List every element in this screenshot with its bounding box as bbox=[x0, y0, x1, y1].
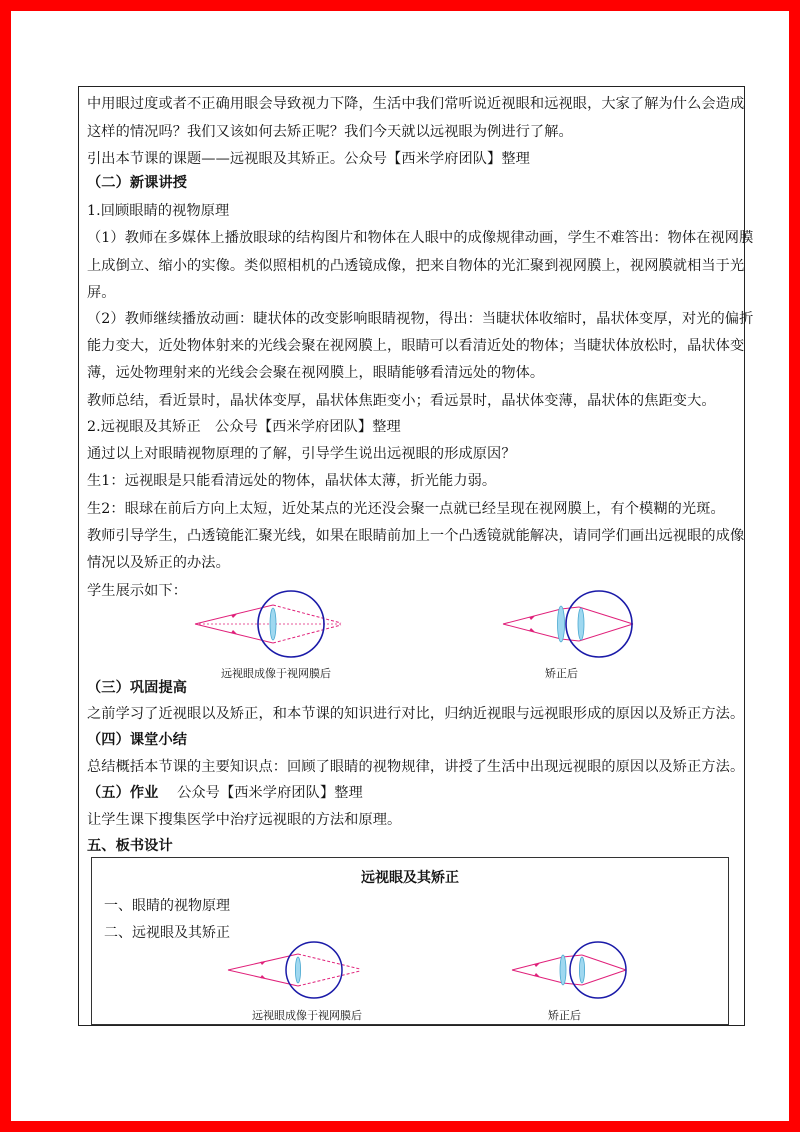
light-rays bbox=[512, 955, 626, 985]
guiding-question: 通过以上对眼睛视物原理的了解，引导学生说出远视眼的形成原因？ bbox=[87, 446, 516, 462]
board-hyperopia-diagram bbox=[224, 940, 364, 1000]
convex-lens bbox=[560, 955, 566, 985]
crystalline-lens bbox=[579, 957, 584, 983]
subsection-1-title: 1.回顾眼睛的视物原理 bbox=[87, 203, 230, 219]
section-5-heading: （五）作业 bbox=[87, 785, 159, 801]
eyeball bbox=[570, 942, 626, 998]
convex-lens bbox=[558, 606, 565, 642]
light-rays bbox=[195, 605, 341, 643]
crystalline-lens bbox=[295, 957, 300, 983]
board-title: 远视眼及其矫正 bbox=[361, 870, 459, 886]
paragraph-2-line-1: （2）教师继续播放动画：睫状体的改变影响眼睛视物，得出：当睫状体收缩时，晶状体变厚，对光的偏折 bbox=[87, 311, 754, 327]
section-3-text: 之前学习了近视眼以及矫正，和本节课的知识进行对比，归纳近视眼与远视眼形成的原因以及矫正方法。 bbox=[87, 706, 745, 722]
student-1-answer: 生1：远视眼是只能看清远处的物体，晶状体太薄，折光能力弱。 bbox=[87, 473, 497, 489]
teacher-guidance-line-1: 教师引导学生，凸透镜能汇聚光线，如果在眼睛前加上一个凸透镜就能解决，请同学们画出远视眼的成像 bbox=[87, 528, 745, 544]
section-2-heading: （二）新课讲授 bbox=[87, 175, 188, 191]
crystalline-lens bbox=[578, 608, 584, 640]
paragraph-2-line-2: 能力变大，近处物体射来的光线会聚在视网膜上，眼睛可以看清近处的物体；当睫状体放松时，晶状体变 bbox=[87, 338, 745, 354]
diagram-caption-left: 远视眼成像于视网膜后 bbox=[221, 667, 331, 680]
intro-line-2: 这样的情况吗？我们又该如何去矫正呢？我们今天就以远视眼为例进行了解。 bbox=[87, 124, 573, 140]
student-2-answer: 生2：眼球在前后方向上太短，近处某点的光还没会聚一点就已经呈现在视网膜上，有个模糊的光斑。 bbox=[87, 501, 725, 517]
diagram-caption-right: 矫正后 bbox=[545, 667, 578, 680]
board-design-box bbox=[91, 857, 729, 1025]
corrected-diagram bbox=[499, 589, 659, 659]
board-item-1: 一、眼睛的视物原理 bbox=[104, 898, 230, 914]
section-5-heading-line bbox=[87, 784, 737, 802]
teacher-summary: 教师总结，看近景时，晶状体变厚，晶状体焦距变小；看远景时，晶状体变薄，晶状体的焦距变大。 bbox=[87, 393, 716, 409]
board-design-heading: 五、板书设计 bbox=[87, 838, 173, 854]
paragraph-2-line-3: 薄，远处物理射来的光线会会聚在视网膜上，眼睛能够看清远处的物体。 bbox=[87, 365, 545, 381]
board-caption-right: 矫正后 bbox=[548, 1009, 581, 1022]
section-4-text: 总结概括本节课的主要知识点：回顾了眼睛的视物规律，讲授了生活中出现远视眼的原因以及矫正方法。 bbox=[87, 759, 745, 775]
paragraph-1-line-3: 屏。 bbox=[87, 285, 116, 301]
subsection-2-title: 2.远视眼及其矫正 公众号【西米学府团队】整理 bbox=[87, 419, 401, 435]
paragraph-1-line-1: （1）教师在多媒体上播放眼球的结构图片和物体在人眼中的成像规律动画，学生不难答出：物体在视网膜 bbox=[87, 230, 754, 246]
eyeball bbox=[286, 942, 342, 998]
section-5-note: 公众号【西米学府团队】整理 bbox=[177, 785, 363, 801]
hyperopia-diagram bbox=[191, 589, 351, 659]
board-item-2: 二、远视眼及其矫正 bbox=[104, 925, 230, 941]
intro-line-1: 中用眼过度或者不正确用眼会导致视力下降，生活中我们常听说近视眼和远视眼，大家了解为什么会造成 bbox=[87, 96, 745, 112]
board-corrected-diagram bbox=[508, 940, 648, 1000]
eyeball bbox=[566, 591, 632, 657]
paragraph-1-line-2: 上成倒立、缩小的实像。类似照相机的凸透镜成像，把来自物体的光汇聚到视网膜上，视网膜就相当于光 bbox=[87, 258, 745, 274]
crystalline-lens bbox=[270, 608, 276, 640]
intro-line-3: 引出本节课的课题——远视眼及其矫正。公众号【西米学府团队】整理 bbox=[87, 151, 530, 167]
section-3-heading: （三）巩固提高 bbox=[87, 680, 188, 696]
section-4-heading: （四）课堂小结 bbox=[87, 732, 188, 748]
teacher-guidance-line-2: 情况以及矫正的办法。 bbox=[87, 555, 230, 571]
board-caption-left: 远视眼成像于视网膜后 bbox=[252, 1009, 362, 1022]
section-5-text: 让学生课下搜集医学中治疗远视眼的方法和原理。 bbox=[87, 812, 402, 828]
student-display-label: 学生展示如下： bbox=[87, 583, 188, 599]
